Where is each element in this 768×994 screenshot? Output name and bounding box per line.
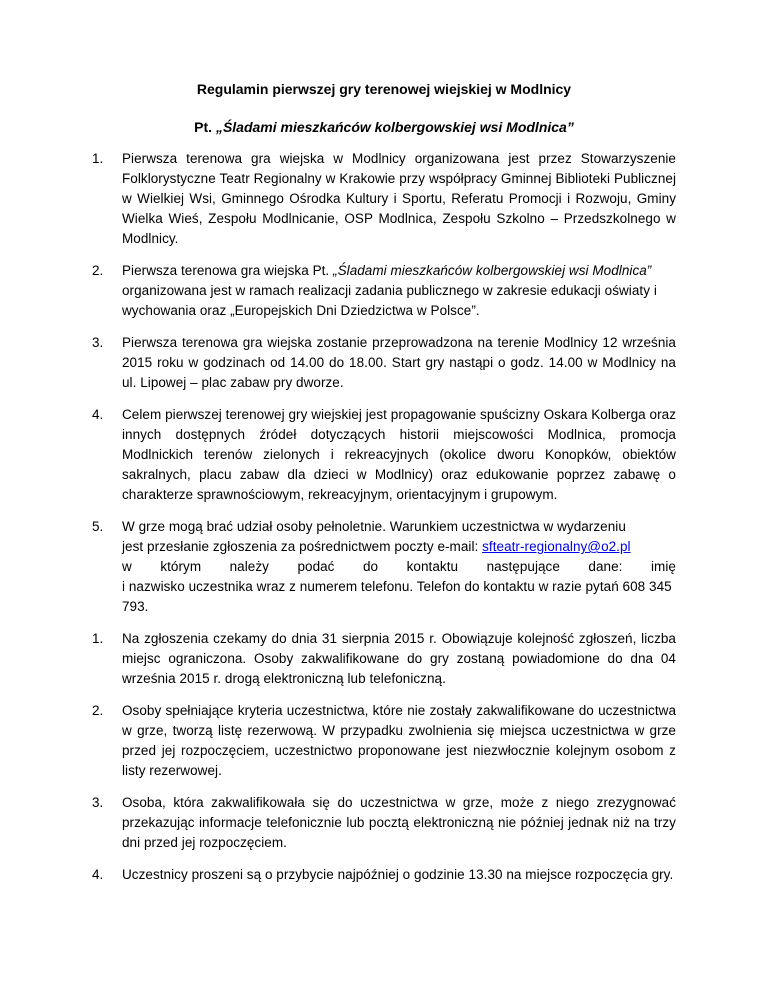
item-number: 3. — [92, 335, 104, 350]
item-text: Na zgłoszenia czekamy do dnia 31 sierpnia 2015 r. Obowiązuje kolejność zgłoszeń, liczba miejsc ograniczona. Osoby zakwalifikowane do gry zostaną powiadomione do dna 04 września 2015 r. drogą elektroniczną lub telefoniczną. — [122, 631, 676, 686]
word: do — [363, 559, 379, 574]
list-item — [92, 629, 676, 689]
list-item — [92, 405, 676, 505]
word: kontaktu — [406, 559, 459, 574]
list-item — [92, 333, 676, 393]
item-number: 5. — [92, 519, 104, 534]
list-item — [92, 865, 676, 885]
item-number: 2. — [92, 263, 104, 278]
document-subtitle — [92, 118, 676, 137]
subtitle-italic-title: „Śladami mieszkańców kolbergowskiej wsi Modlnica” — [215, 119, 574, 135]
subtitle-prefix: Pt. — [194, 119, 216, 135]
item-line-justified — [122, 557, 676, 577]
word: podać — [297, 559, 335, 574]
item-number: 3. — [92, 795, 104, 810]
word: należy — [229, 559, 269, 574]
list-item — [92, 149, 676, 249]
item-text-before: Pierwsza terenowa gra wiejska Pt. — [122, 263, 334, 278]
document-title: Regulamin pierwszej gry terenowej wiejskiej w Modlnicy — [196, 81, 572, 97]
list-item — [92, 793, 676, 853]
word: dane: — [588, 559, 623, 574]
list-item — [92, 701, 676, 781]
item-text: Pierwsza terenowa gra wiejska w Modlnicy organizowana jest przez Stowarzyszenie Folklorystyczne Teatr Regionalny w Krakowie przy współpracy Gminnej Biblioteki Publicznej w Wielkiej Wsi, Gminnego Ośrodka Kultury i Sportu, Referatu Promocji i Rozwoju, Gminy Wielka Wieś, Zespołu Modlnicanie, OSP Modlnica, Zespołu Szkolno – Przedszkolnego w Modlnicy. — [122, 151, 676, 246]
item-text-italic: „Śladami mieszkańców kolbergowskiej wsi Modlnica” — [333, 263, 652, 278]
item-text: Uczestnicy proszeni są o przybycie najpóźniej o godzinie 13.30 na miejsce rozpoczęcia gry. — [122, 867, 674, 882]
item-number: 4. — [92, 407, 104, 422]
word: imię — [650, 559, 676, 574]
item-number: 2. — [92, 703, 104, 718]
list-item — [92, 517, 676, 617]
item-line: W grze mogą brać udział osoby pełnoletnie. Warunkiem uczestnictwa w wydarzeniu — [122, 519, 626, 534]
rules-list — [92, 149, 676, 885]
item-text: Pierwsza terenowa gra wiejska zostanie przeprowadzona na terenie Modlnicy 12 września 2015 roku w godzinach od 14.00 do 18.00. Start gry nastąpi o godz. 14.00 w Modlnicy na ul. Lipowej – plac zabaw pry dworze. — [122, 335, 676, 390]
item-text-after: organizowana jest w ramach realizacji zadania publicznego w zakresie edukacji oświaty i wychowania oraz „Europejskich Dni Dziedzictwa w Polsce”. — [122, 283, 657, 318]
item-line: i nazwisko uczestnika wraz z numerem telefonu. Telefon do kontaktu w razie pytań 608 345 793. — [122, 579, 672, 614]
word: w — [122, 559, 132, 574]
item-text: Osoba, która zakwalifikowała się do uczestnictwa w grze, może z niego zrezygnować przekazując informacje telefonicznie lub pocztą elektroniczną nie później jednak niż na trzy dni przed jej rozpoczęciem. — [122, 795, 676, 850]
word: którym — [160, 559, 202, 574]
item-number: 1. — [92, 631, 104, 646]
word: następujące — [486, 559, 560, 574]
item-number: 1. — [92, 151, 104, 166]
item-number: 4. — [92, 867, 104, 882]
email-link[interactable]: sfteatr-regionalny@o2.pl — [482, 539, 631, 554]
item-text: Osoby spełniające kryteria uczestnictwa, które nie zostały zakwalifikowane do uczestnictwa w grze, tworzą listę rezerwową. W przypadku zwolnienia się miejsca uczestnictwa w grze przed jej rozpoczęciem, uczestnictwo proponowane jest niezwłocznie kolejnym osobom z listy rezerwowej. — [122, 703, 676, 778]
list-item — [92, 261, 676, 321]
item-text: Celem pierwszej terenowej gry wiejskiej jest propagowanie spuścizny Oskara Kolberga oraz innych dostępnych źródeł dotyczących historii miejscowości Modlnica, promocja Modlnickich terenów zielonych i rekreacyjnych (okolice dworu Konopków, obiektów sakralnych, placu zabaw dla dzieci w Modlnicy) oraz edukowanie poprzez zabawę o charakterze sprawnościowym, rekreacyjnym, orientacyjnym i grupowym. — [122, 407, 676, 502]
item-text: jest przesłanie zgłoszenia za pośrednictwem poczty e-mail: — [122, 539, 483, 554]
item-line — [122, 537, 676, 557]
